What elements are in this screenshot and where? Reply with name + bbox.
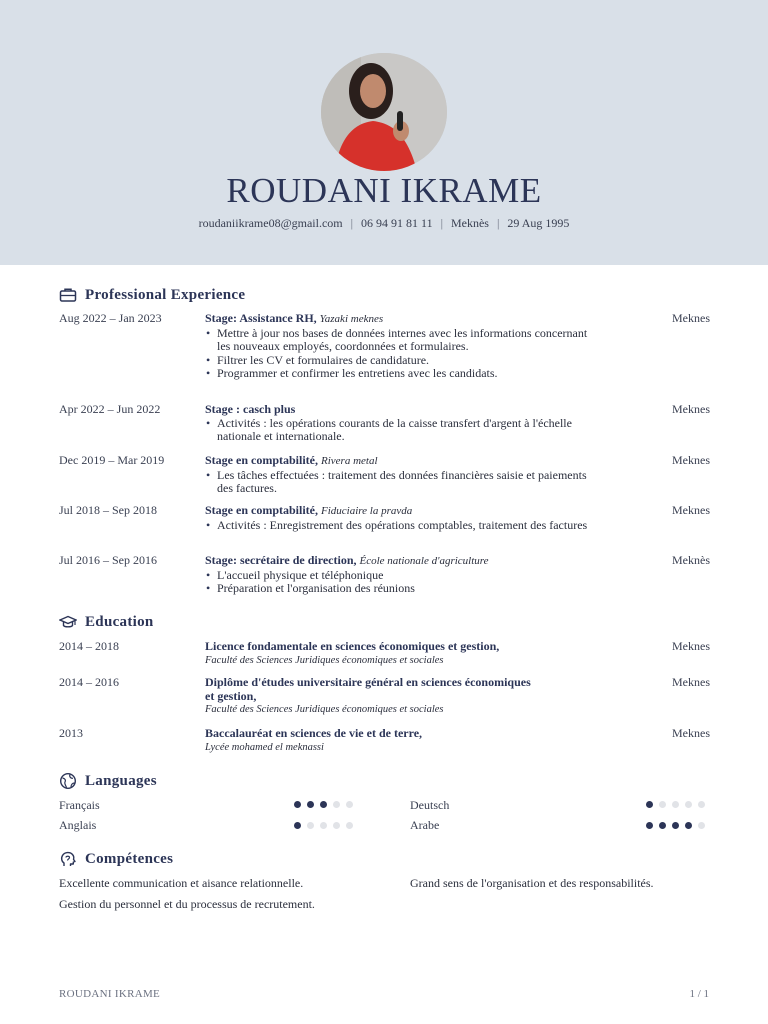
graduation-cap-icon <box>59 613 77 631</box>
entry-body <box>205 403 590 444</box>
experience-entry <box>59 554 710 596</box>
entry-location: Meknes <box>672 503 710 517</box>
entry-org: Rivera metal <box>321 455 378 467</box>
level-dot-empty <box>346 822 353 829</box>
entry-location: Meknes <box>672 675 710 689</box>
entry-body <box>205 312 590 381</box>
entry-school: Faculté des Sciences Juridiques économiques et sociales <box>205 704 444 715</box>
entry-body <box>205 640 535 667</box>
entry-date: Dec 2019 – Mar 2019 <box>59 453 165 467</box>
language-name: Arabe <box>410 818 440 832</box>
entry-degree: Baccalauréat en sciences de vie et de terre, <box>205 726 423 740</box>
education-entry <box>59 676 710 720</box>
separator: | <box>496 216 500 230</box>
skills-section-title <box>59 849 173 869</box>
entry-degree: Diplôme d'études universitaire général en sciences économiques et gestion, <box>205 675 531 703</box>
entry-role: Stage en comptabilité, <box>205 503 318 517</box>
separator: | <box>350 216 354 230</box>
entry-location: Meknes <box>672 402 710 416</box>
level-dot-filled <box>294 801 301 808</box>
entry-degree: Licence fondamentale en sciences économiques et gestion, <box>205 639 500 653</box>
experience-entry <box>59 403 710 445</box>
city: Meknès <box>450 216 489 230</box>
entry-bullets <box>205 417 590 444</box>
language-level <box>646 822 705 829</box>
bullet-item: • Préparation et l'organisation des réunions <box>217 582 590 596</box>
entry-org: Fiduciaire la pravda <box>321 505 413 517</box>
separator: | <box>440 216 443 230</box>
phone-number[interactable]: 06 94 91 81 11 <box>361 216 433 230</box>
level-dot-empty <box>333 801 340 808</box>
level-dot-empty <box>320 822 327 829</box>
entry-date: Apr 2022 – Jun 2022 <box>59 402 161 416</box>
skill-item: Gestion du personnel et du processus de recrutement. <box>59 897 315 911</box>
level-dot-filled <box>307 801 314 808</box>
experience-entry <box>59 454 710 496</box>
level-dot-empty <box>672 801 679 808</box>
section-heading: Languages <box>85 772 157 789</box>
entry-body <box>205 504 590 532</box>
level-dot-filled <box>672 822 679 829</box>
entry-org: Yazaki meknes <box>319 313 384 325</box>
level-dot-empty <box>307 822 314 829</box>
briefcase-icon <box>59 286 77 304</box>
entry-location: Meknès <box>672 553 710 567</box>
language-name: Français <box>59 798 100 812</box>
head-icon <box>59 850 77 868</box>
entry-date: 2014 – 2016 <box>59 675 119 689</box>
section-heading: Compétences <box>85 850 174 867</box>
level-dot-filled <box>685 822 692 829</box>
skill-item: Grand sens de l'organisation et des responsabilités. <box>410 876 654 890</box>
level-dot-filled <box>646 801 653 808</box>
level-dot-empty <box>685 801 692 808</box>
entry-date: Jul 2016 – Sep 2016 <box>59 553 158 567</box>
entry-role: Stage en comptabilité, <box>205 453 318 467</box>
level-dot-filled <box>659 822 666 829</box>
entry-role: Stage: secrétaire de direction, <box>205 553 357 567</box>
entry-date: 2014 – 2018 <box>59 639 119 653</box>
bullet-item: • Filtrer les CV et formulaires de candidature. <box>217 354 590 368</box>
entry-location: Meknes <box>672 453 710 467</box>
entry-body <box>205 676 535 717</box>
experience-entry <box>59 312 710 398</box>
entry-location: Meknes <box>672 639 710 653</box>
education-entry <box>59 727 710 757</box>
footer-name: ROUDANI IKRAME <box>59 988 161 1000</box>
full-name: ROUDANI IKRAME <box>226 171 542 210</box>
level-dot-filled <box>646 822 653 829</box>
bullet-item: • L'accueil physique et téléphonique <box>217 569 590 583</box>
language-level <box>646 801 705 808</box>
bullet-item: • Mettre à jour nos bases de données internes avec les informations concernant les nouveaux employés, coordonnées et formulaires. <box>217 327 590 354</box>
entry-body <box>205 554 590 596</box>
header-band <box>0 0 768 265</box>
entry-org: École nationale d'agriculture <box>359 555 489 567</box>
experience-section-title <box>59 285 245 305</box>
entry-body <box>205 454 590 496</box>
level-dot-empty <box>659 801 666 808</box>
section-heading: Education <box>85 613 154 630</box>
entry-bullets <box>205 569 590 596</box>
languages-section-title <box>59 771 157 791</box>
language-name: Anglais <box>59 818 97 832</box>
contact-line <box>0 215 768 231</box>
entry-location: Meknes <box>672 311 710 325</box>
bullet-item: • Activités : les opérations courants de la caisse transfert d'argent à l'échelle nationale et internationale. <box>217 417 590 444</box>
language-level <box>294 801 353 808</box>
entry-bullets <box>205 519 590 533</box>
section-heading: Professional Experience <box>85 286 246 303</box>
entry-location: Meknes <box>672 726 710 740</box>
language-level <box>294 822 353 829</box>
level-dot-empty <box>333 822 340 829</box>
skill-item: Excellente communication et aisance relationnelle. <box>59 876 304 890</box>
level-dot-empty <box>698 801 705 808</box>
profile-photo <box>321 53 447 171</box>
level-dot-filled <box>320 801 327 808</box>
birthdate: 29 Aug 1995 <box>507 216 570 230</box>
bullet-item: • Les tâches effectuées : traitement des données financières saisie et paiements des factures. <box>217 469 590 496</box>
experience-entry <box>59 504 710 546</box>
page-number: 1 / 1 <box>689 988 709 1000</box>
entry-role: Stage : casch plus <box>205 402 296 416</box>
entry-body <box>205 727 535 754</box>
bullet-item: • Activités : Enregistrement des opérations comptables, traitement des factures <box>217 519 590 533</box>
globe-icon <box>59 772 77 790</box>
entry-school: Faculté des Sciences Juridiques économiques et sociales <box>205 654 444 666</box>
entry-bullets <box>205 327 590 381</box>
level-dot-filled <box>294 822 301 829</box>
entry-school: Lycée mohamed el meknassi <box>205 741 324 753</box>
entry-bullets <box>205 469 590 496</box>
entry-role: Stage: Assistance RH, <box>205 311 317 325</box>
language-name: Deutsch <box>410 798 450 812</box>
email-link[interactable]: roudaniikrame08@gmail.com <box>198 216 343 230</box>
level-dot-empty <box>698 822 705 829</box>
entry-date: Jul 2018 – Sep 2018 <box>59 503 158 517</box>
entry-date: Aug 2022 – Jan 2023 <box>59 311 162 325</box>
entry-date: 2013 <box>59 726 83 740</box>
bullet-item: • Programmer et confirmer les entretiens avec les candidats. <box>217 367 590 381</box>
level-dot-empty <box>346 801 353 808</box>
education-entry <box>59 640 710 670</box>
education-section-title <box>59 612 154 632</box>
